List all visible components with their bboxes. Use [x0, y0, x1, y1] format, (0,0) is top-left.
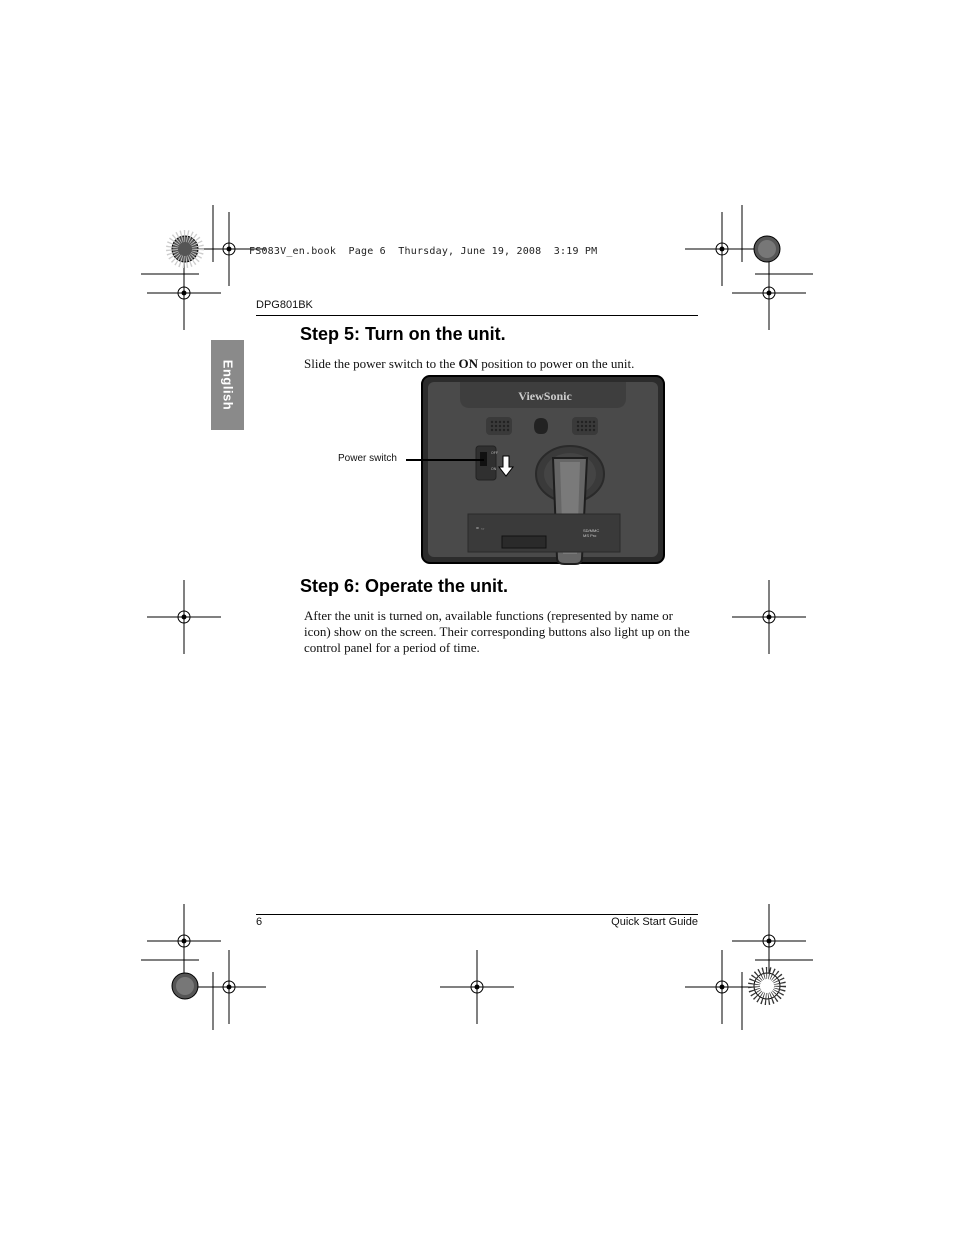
header-rule	[256, 315, 698, 316]
footer-title: Quick Start Guide	[611, 916, 698, 928]
on-keyword: ON	[458, 356, 479, 371]
starburst-target-icon	[172, 973, 198, 999]
callout-leader-line	[406, 459, 484, 461]
step6-instruction: After the unit is turned on, available functions (represented by name or icon) show on the screen. Their corresponding buttons also light up on the control panel for a period of time.	[304, 608, 690, 655]
step5-title: Step 5: Turn on the unit.	[300, 324, 506, 344]
model-number: DPG801BK	[256, 299, 313, 311]
usb-port-label: = ⇔	[476, 526, 486, 532]
svg-text:OFF: OFF	[491, 451, 498, 455]
speaker-grille-right	[572, 417, 598, 435]
starburst-target-icon	[754, 236, 780, 262]
keyhole-icon	[534, 418, 548, 434]
step6-section	[300, 576, 508, 597]
step6-title: Step 6: Operate the unit.	[300, 576, 509, 596]
callout-power-switch: Power switch	[338, 453, 397, 464]
footer-rule	[256, 914, 698, 915]
speaker-grille-left	[486, 417, 512, 435]
svg-text:SD/MMC: SD/MMC	[583, 528, 600, 533]
print-info-header: FS083V_en.book Page 6 Thursday, June 19, 2008 3:19 PM	[249, 246, 598, 257]
language-tab-label: English	[220, 359, 235, 411]
device-back-illustration	[420, 374, 666, 565]
step5-instruction: Slide the power switch to the ON position to power on the unit.	[304, 356, 635, 371]
starburst-target-icon	[754, 973, 780, 999]
step5-section	[300, 324, 506, 345]
page-number: 6	[256, 916, 263, 928]
svg-text:MS Pro: MS Pro	[583, 533, 597, 538]
card-slot	[502, 536, 546, 548]
brand-logo: ViewSonic	[518, 389, 572, 403]
starburst-target-icon	[172, 236, 198, 262]
language-tab	[211, 340, 244, 430]
svg-text:ON: ON	[491, 467, 497, 471]
